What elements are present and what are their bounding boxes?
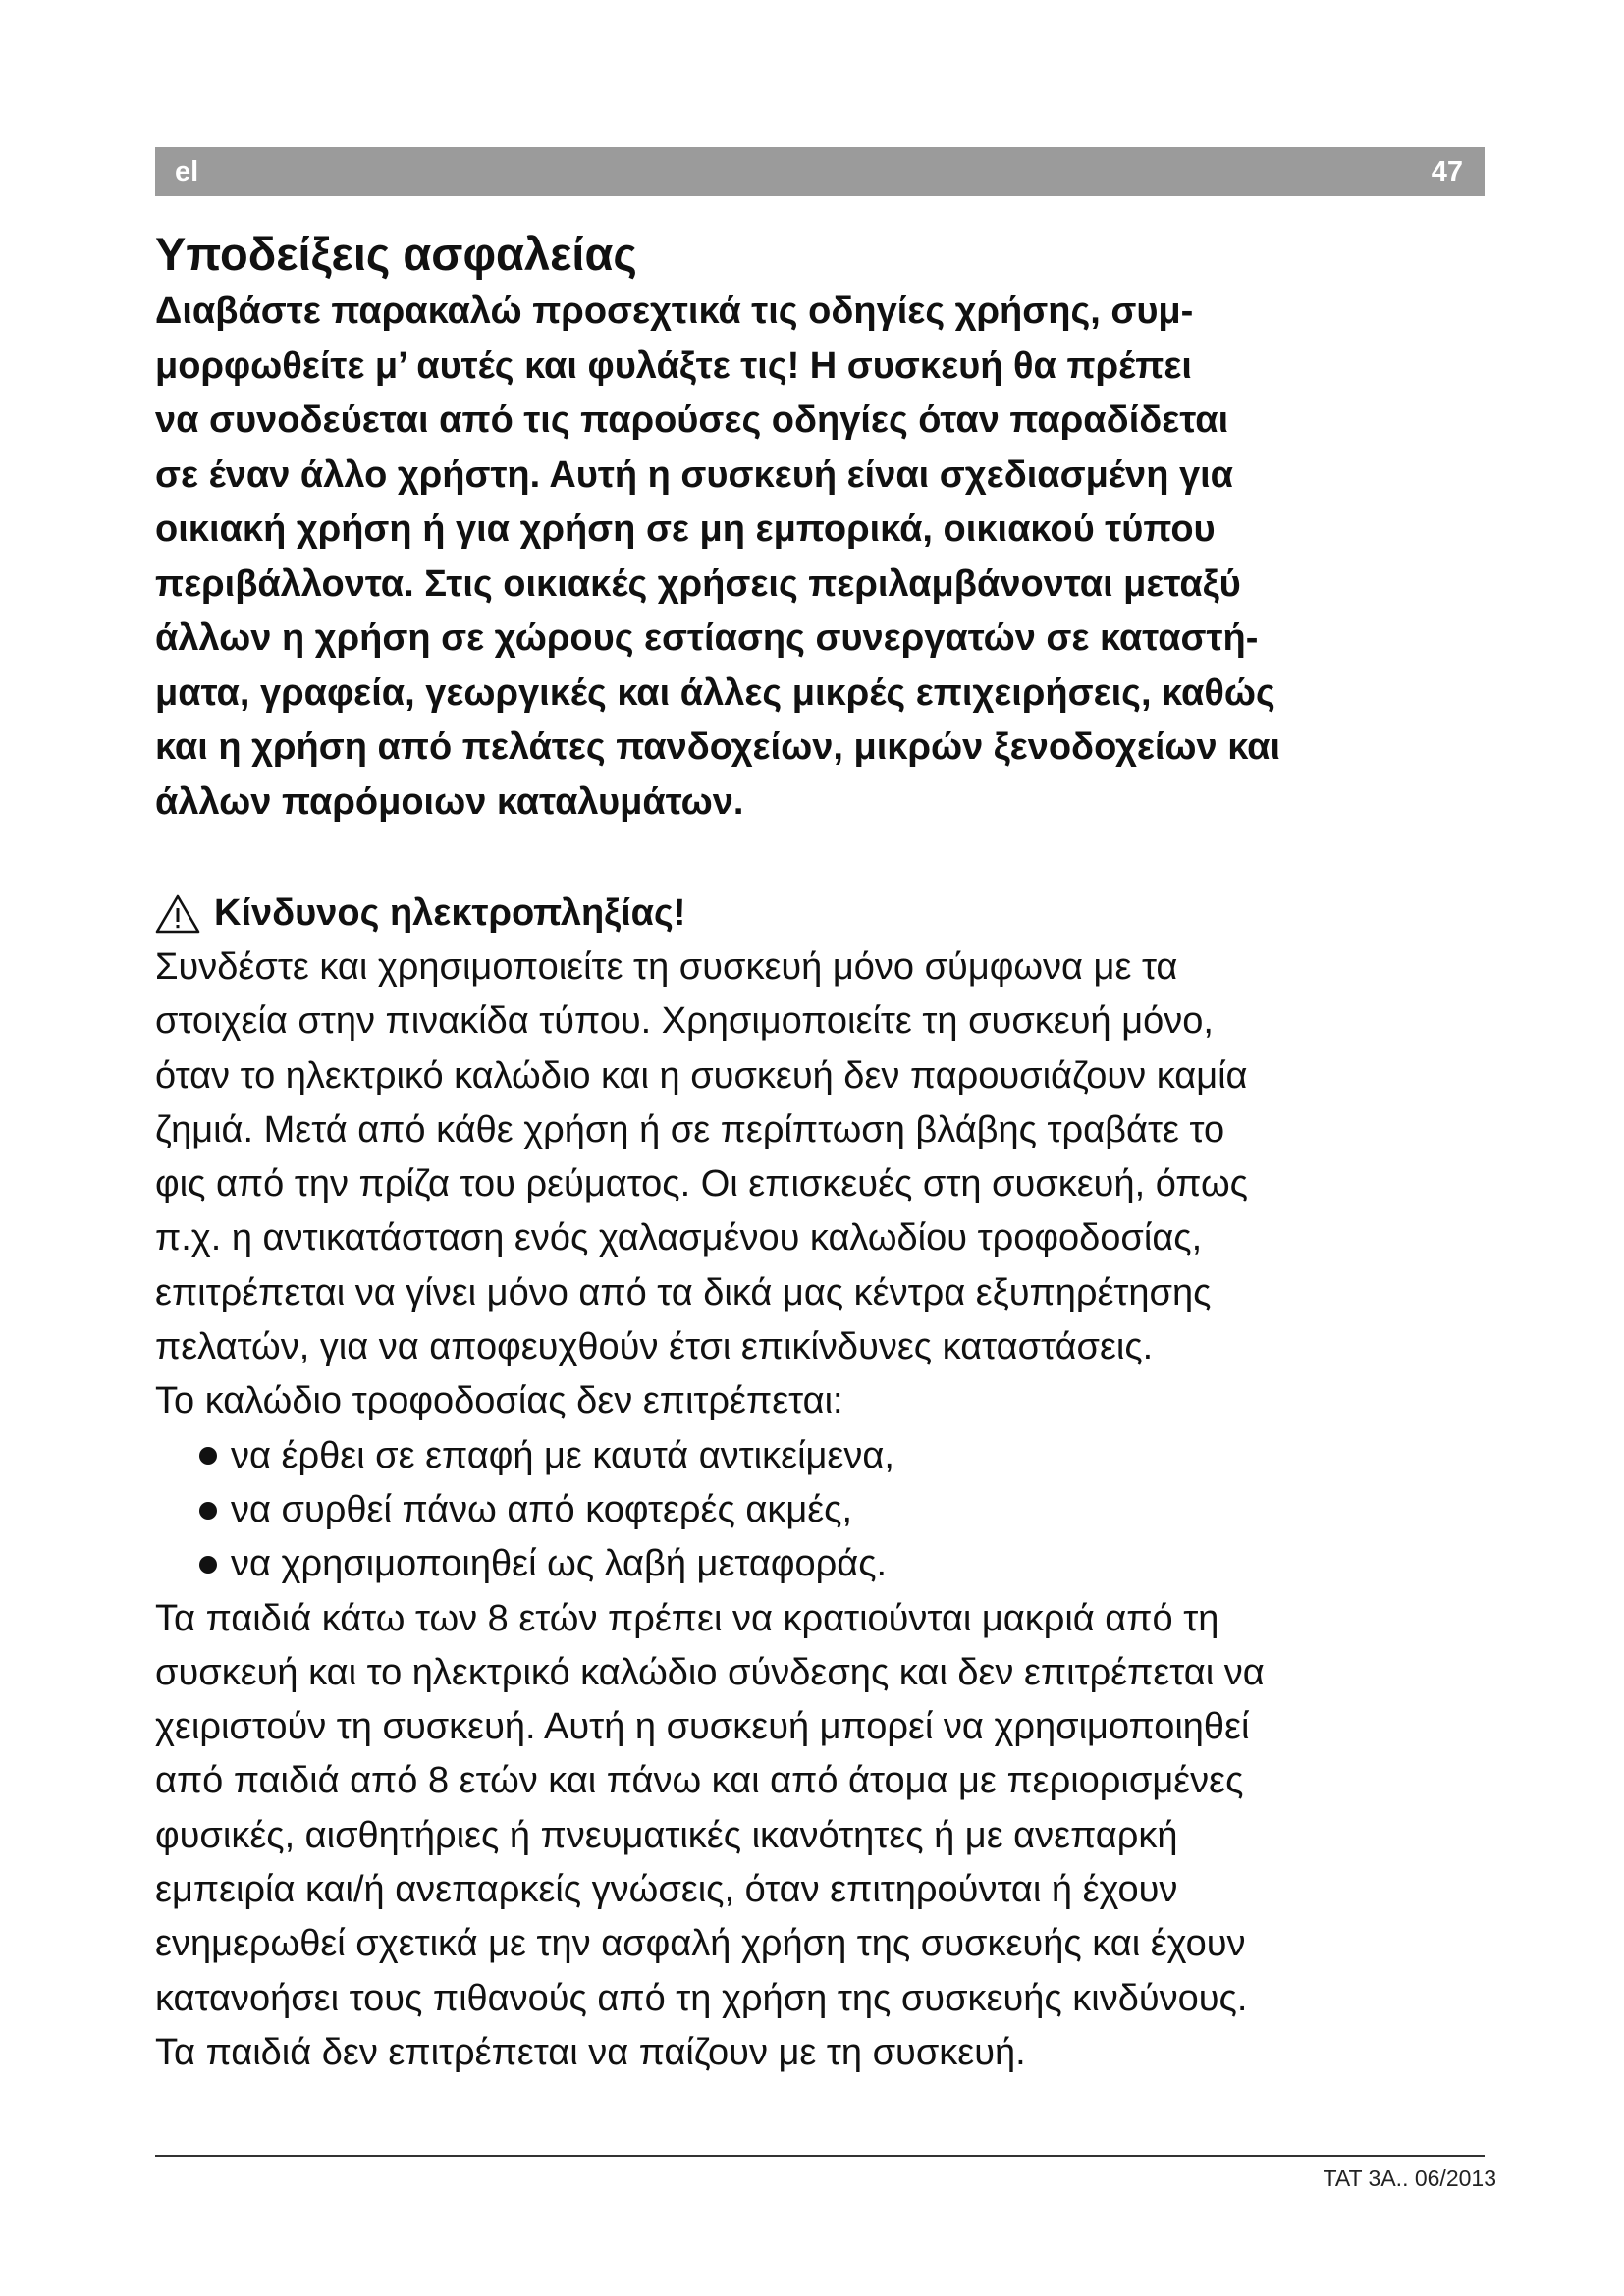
body-line: φις από την πρίζα του ρεύματος. Οι επισκευές στη συσκευή, όπως <box>155 1163 1248 1205</box>
body-line: κατανοήσει τους πιθανούς από τη χρήση της συσκευής κινδύνους. <box>155 1977 1248 2019</box>
list-item <box>155 1537 1487 1591</box>
intro-line: άλλων παρόμοιων καταλυμάτων. <box>155 780 744 823</box>
body-line: π.χ. η αντικατάσταση ενός χαλασμένου καλωδίου τροφοδοσίας, <box>155 1217 1203 1259</box>
intro-paragraph <box>155 285 1487 829</box>
list-item-text: να έρθει σε επαφή με καυτά αντικείμενα, <box>231 1434 894 1476</box>
body-line: Το καλώδιο τροφοδοσίας δεν επιτρέπεται: <box>155 1380 843 1422</box>
body-line: από παιδιά από 8 ετών και πάνω και από άτομα με περιορισμένες <box>155 1760 1244 1802</box>
intro-line: σε έναν άλλο χρήστη. Αυτή η συσκευή είναι σχεδιασμένη για <box>155 454 1234 496</box>
warning-heading-text: Κίνδυνος ηλεκτροπληξίας! <box>214 892 686 934</box>
intro-line: άλλων η χρήση σε χώρους εστίασης συνεργατών σε καταστή- <box>155 617 1259 659</box>
list-item <box>155 1483 1487 1537</box>
body-line: εμπειρία και/ή ανεπαρκείς γνώσεις, όταν επιτηρούνται ή έχουν <box>155 1869 1178 1911</box>
intro-line: ματα, γραφεία, γεωργικές και άλλες μικρές επιχειρήσεις, καθώς <box>155 671 1275 714</box>
body-line: χειριστούν τη συσκευή. Αυτή η συσκευή μπορεί να χρησιμοποιηθεί <box>155 1706 1250 1748</box>
list-item-text: να χρησιμοποιηθεί ως λαβή μεταφοράς. <box>231 1543 888 1585</box>
bullet-icon <box>199 1502 217 1520</box>
body-line: επιτρέπεται να γίνει μόνο από τα δικά μας κέντρα εξυπηρέτησης <box>155 1271 1212 1313</box>
intro-line: οικιακή χρήση ή για χρήση σε μη εμπορικά, οικιακού τύπου <box>155 508 1216 550</box>
body-line: όταν το ηλεκτρικό καλώδιο και η συσκευή δεν παρουσιάζουν καμία <box>155 1054 1248 1096</box>
footer-document-code: TAT 3A.. 06/2013 <box>1323 2165 1496 2191</box>
intro-line: να συνοδεύεται από τις παρούσες οδηγίες όταν παραδίδεται <box>155 400 1229 441</box>
warning-heading <box>155 886 1487 940</box>
bullet-icon <box>199 1447 217 1465</box>
intro-line: μορφωθείτε μ’ αυτές και φυλάξτε τις! Η συσκευή θα πρέπει <box>155 345 1192 387</box>
intro-line: και η χρήση από πελάτες πανδοχείων, μικρών ξενοδοχείων και <box>155 726 1281 768</box>
body-line: συσκευή και το ηλεκτρικό καλώδιο σύνδεσης και δεν επιτρέπεται να <box>155 1651 1265 1693</box>
warning-triangle-icon <box>155 893 200 934</box>
bullet-icon <box>199 1556 217 1574</box>
body-line: Συνδέστε και χρησιμοποιείτε τη συσκευή μόνο σύμφωνα με τα <box>155 946 1178 988</box>
body-line: φυσικές, αισθητήριες ή πνευματικές ικανότητες ή με ανεπαρκή <box>155 1814 1178 1856</box>
body-line: πελατών, για να αποφευχθούν έτσι επικίνδυνες καταστάσεις. <box>155 1326 1154 1368</box>
footer-divider <box>155 2155 1485 2157</box>
page-content <box>155 226 1487 2080</box>
intro-line: Διαβάστε παρακαλώ προσεχτικά τις οδηγίες χρήσης, συμ- <box>155 291 1194 332</box>
body-line: Τα παιδιά κάτω των 8 ετών πρέπει να κρατιούνται μακριά από τη <box>155 1597 1219 1639</box>
language-code: el <box>175 155 199 187</box>
page-header-bar <box>155 147 1485 196</box>
page-number: 47 <box>1431 155 1463 187</box>
warning-body <box>155 940 1487 2080</box>
list-item <box>155 1429 1487 1483</box>
body-line: ενημερωθεί σχετικά με την ασφαλή χρήση της συσκευής και έχουν <box>155 1923 1246 1965</box>
body-line: ζημιά. Μετά από κάθε χρήση ή σε περίπτωση βλάβης τραβάτε το <box>155 1108 1225 1150</box>
page-title: Υποδείξεις ασφαλείας <box>155 228 637 280</box>
intro-line: περιβάλλοντα. Στις οικιακές χρήσεις περιλαμβάνονται μεταξύ <box>155 562 1241 605</box>
cord-restrictions-list <box>155 1429 1487 1592</box>
body-line: Τα παιδιά δεν επιτρέπεται να παίζουν με τη συσκευή. <box>155 2031 1026 2073</box>
body-line: στοιχεία στην πινακίδα τύπου. Χρησιμοποιείτε τη συσκευή μόνο, <box>155 1000 1214 1042</box>
list-item-text: να συρθεί πάνω από κοφτερές ακμές, <box>231 1488 853 1530</box>
